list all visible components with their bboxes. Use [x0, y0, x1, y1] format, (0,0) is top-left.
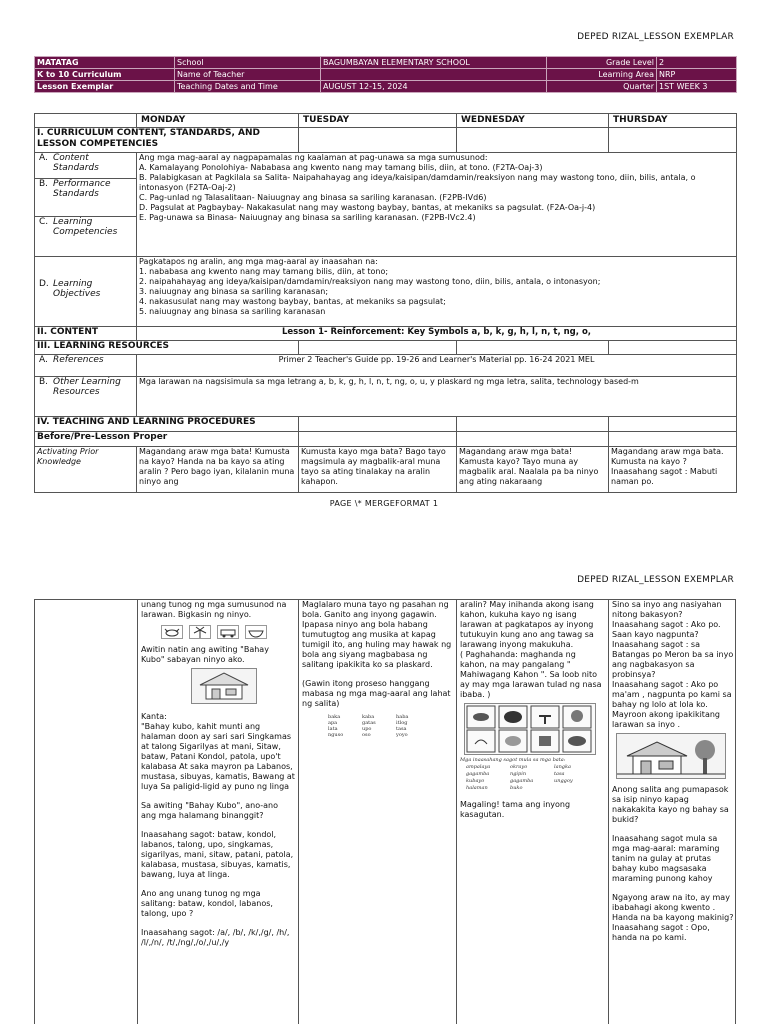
answer-word: kubayo	[466, 778, 485, 784]
monday-answer-2: Inaasahang sagot: /a/, /b/, /k/,/g/, /h/, /l/,/n/, /t/,/ng/,/o/,/u/,/y	[141, 928, 290, 947]
monday-text-2: Awitin natin ang awiting "Bahay Kubo" sabayan ninyo ako.	[141, 645, 269, 664]
other-resources-text: Mga larawan na nagsisimula sa mga letrang a, b, k, g, h, l, n, t, ng, o, u, y plaskard ng mga letra, salita, technology based-m	[137, 377, 737, 417]
quarter-value: 1ST WEEK 3	[657, 81, 737, 93]
answer-word: tasa	[554, 771, 565, 777]
activating-monday: Magandang araw mga bata! Kumusta na kayo? Handa na ba kayo sa ating aralin ? Pero bago iyan, kilalanin muna ninyo ang	[137, 447, 299, 493]
wednesday-text-2: Magaling! tama ang inyong kasagutan.	[460, 800, 571, 819]
area-value: NRP	[657, 69, 737, 81]
answer-word: okrayo	[510, 764, 528, 770]
flashcard-word: gatas	[362, 720, 376, 726]
content-standards-label: A. Content Standards	[35, 153, 137, 179]
page2-wednesday-column	[456, 600, 608, 1024]
thursday-text-4: Ngayong araw na ito, ay may ibabahagi akong kwento . Handa na ba kayong makinig? Inaasahang sagot : Opo, handa na po kami.	[612, 893, 734, 942]
lesson-table	[34, 113, 737, 493]
monday-picture-row	[161, 625, 295, 639]
objectives-text: Pagkatapos ng aralin, ang mga mag-aaral ay inaasahan na: 1. nababasa ang kwento nang may tamang bilis, diin, at tono; 2. naipahahayag ang ideya/kaisipan/damdamin/reaksiyon nang may wastong tono, diin, bilis, antala, o intonasyon; 3. naiuugnay ang binasa sa sariling karanasan; 4. nakasusulat nang may wastong baybay, bantas, at mekaniks sa pagsulat; 5. naiuugnay ang binasa sa sariling karanasan	[137, 257, 737, 327]
page-footer: PAGE \* MERGEFORMAT 1	[329, 499, 439, 508]
monday-question-2: Ano ang unang tunog ng mga salitang: bataw, kondol, labanos, talong, upo ?	[141, 889, 273, 918]
car-icon	[217, 625, 239, 639]
answer-word: ngipin	[510, 771, 527, 777]
answers-caption: Mga inaasahang sagot mula sa mga bata:	[460, 757, 566, 763]
page2-tuesday-column	[298, 600, 456, 1024]
page2-thursday-column	[608, 600, 737, 1024]
dates-value: AUGUST 12-15, 2024	[321, 81, 547, 93]
competencies-label: C. Learning Competencies	[35, 217, 137, 257]
flashcard-word: upo	[362, 726, 372, 732]
brand-line-2: K to 10 Curriculum	[35, 69, 175, 81]
corner-cell	[35, 114, 137, 128]
flashcard-word: lata	[328, 726, 338, 732]
activating-wednesday: Magandang araw mga bata! Kamusta kayo? Tayo muna ay magbalik aral. Naalala pa ba ninyo ang ating nakaraang	[457, 447, 609, 493]
house-icon	[192, 669, 256, 703]
teacher-value	[321, 69, 547, 81]
farmhouse-icon	[617, 734, 725, 778]
thursday-text-3: Inaasahang sagot mula sa mga mag-aaral: maraming tanim na gulay at prutas bahay kubo magsasaka maraming punong kahoy	[612, 834, 720, 883]
mahiwagang-kahon-pictures	[464, 703, 596, 755]
content-section-title: II. CONTENT	[35, 327, 137, 341]
answer-word: gagamba	[466, 771, 490, 777]
brand-line-3: Lesson Exemplar	[35, 81, 175, 93]
monday-question-1: Sa awiting "Bahay Kubo", ano-ano ang mga halamang binanggit?	[141, 801, 278, 820]
answer-word: ampalaya	[466, 764, 491, 770]
tree-icon	[189, 625, 211, 639]
references-text: Primer 2 Teacher's Guide pp. 19-26 and Learner's Material pp. 16-24 2021 MEL	[137, 355, 737, 377]
procedures-section-title: IV. TEACHING AND LEARNING PROCEDURES	[35, 417, 299, 432]
crab-icon	[161, 625, 183, 639]
objectives-label: D. Learning Objectives	[35, 257, 137, 327]
info-header-table	[34, 56, 737, 93]
tuesday-word-grid	[328, 714, 453, 738]
flashcard-word: yoyo	[396, 732, 408, 738]
wednesday-text-1: aralin? May inihanda akong isang kahon, kukuha kayo ng isang larawan at pagkatapos ay inyong tutukuyin kung ano ang tawag sa larawang inyong makukuha. ( Paghahanda: maghanda ng kahon, na may pangalang " Mahiwagang Kahon ". Sa loob nito ay may mga larawan tulad ng nasa ibaba. )	[460, 600, 602, 699]
day-monday: MONDAY	[137, 114, 299, 128]
document-header-title-2: DEPED RIZAL_LESSON EXEMPLAR	[577, 575, 734, 585]
flashcard-word: nguso	[328, 732, 344, 738]
activating-label: Activating Prior Knowledge	[35, 447, 137, 493]
tuesday-text-2: (Gawin itong proseso hanggang mabasa ng mga mag-aaral ang lahat ng salita)	[302, 679, 451, 708]
curriculum-section-title: I. CURRICULUM CONTENT, STANDARDS, AND LESSON COMPETENCIES	[35, 128, 299, 153]
flashcard-word: kaba	[362, 714, 375, 720]
flashcard-word: tasa	[396, 726, 407, 732]
day-tuesday: TUESDAY	[299, 114, 457, 128]
answer-word: unggoy	[554, 778, 573, 784]
performance-standards-label: B. Performance Standards	[35, 179, 137, 217]
answer-word: halaman	[466, 785, 488, 791]
resources-section-title: III. LEARNING RESOURCES	[35, 341, 299, 355]
activating-thursday: Magandang araw mga bata. Kumusta na kayo ? Inaasahang sagot : Mabuti naman po.	[609, 447, 737, 493]
flashcard-word: oso	[362, 732, 371, 738]
monday-song-lyrics: Kanta: "Bahay kubo, kahit munti ang halaman doon ay sari sari Singkamas at talong Sigarilyas at mani, Sitaw, bataw, Patani Kondol, patola, upo't kalabasa At saka mayron pa Labanos, mustasa, sibuyas, kamatis, Bawang at luya Sa paligid-ligid ay puno ng linga	[141, 712, 295, 791]
grade-label: Grade Level	[547, 57, 657, 69]
thursday-text-1: Sino sa inyo ang nasiyahan nitong bakasyon? Inaasahang sagot : Ako po. Saan kayo nagpunta? Inaasahang sagot : sa Batangas po Meron ba sa inyo ang nagbakasyon sa probinsya? Inaasahang sagot : Ako po ma'am , nagpunta po kami sa bahay ng lolo at lola ko. Mayroon akong ipakikitang larawan sa inyo .	[612, 600, 734, 729]
content-text: Lesson 1- Reinforcement: Key Symbols a, b, k, g, h, l, n, t, ng, o,	[137, 327, 737, 341]
document-header-title: DEPED RIZAL_LESSON EXEMPLAR	[577, 32, 734, 42]
area-label: Learning Area	[547, 69, 657, 81]
dates-label: Teaching Dates and Time	[175, 81, 321, 93]
teacher-label: Name of Teacher	[175, 69, 321, 81]
activating-tuesday: Kumusta kayo mga bata? Bago tayo magsimula ay magbalik-aral muna tayo sa ating tinalakay na aralin kahapon.	[299, 447, 457, 493]
answer-word: buko	[510, 785, 523, 791]
before-lesson-title: Before/Pre-Lesson Proper	[35, 432, 299, 447]
quarter-label: Quarter	[547, 81, 657, 93]
tuesday-text-1: Maglalaro muna tayo ng pasahan ng bola. Ganito ang inyong gagawin. Ipapasa ninyo ang bola habang tumutugtog ang musika at kapag tumigil ito, ang huling may hawak ng bola ang siyang magbabasa ng salitang ipakikita ko sa plaskard.	[302, 600, 452, 669]
monday-answer-1: Inaasahang sagot: bataw, kondol, labanos, talong, upo, singkamas, sigarilyas, mani, sitaw, patani, patola, kalabasa, mustasa, sibuyas, kamatis, bawang, luya at linga.	[141, 830, 294, 879]
picture-grid-icon	[465, 704, 595, 754]
flashcard-word: itlog	[396, 720, 408, 726]
bowl-icon	[245, 625, 267, 639]
other-resources-label: B. Other Learning Resources	[35, 377, 137, 417]
flashcard-word: apa	[328, 720, 338, 726]
flashcard-word: haba	[396, 714, 409, 720]
references-label: A. References	[35, 355, 137, 377]
wednesday-answers-grid	[466, 764, 605, 792]
thursday-text-2: Anong salita ang pumapasok sa isip ninyo kapag nakakakita kayo ng bahay sa bukid?	[612, 785, 729, 824]
school-value: BAGUMBAYAN ELEMENTARY SCHOOL	[321, 57, 547, 69]
day-wednesday: WEDNESDAY	[457, 114, 609, 128]
page2-monday-column	[137, 600, 298, 1024]
brand-line-1: MATATAG	[35, 57, 175, 69]
bahay-kubo-image	[191, 668, 257, 704]
farm-house-image	[616, 733, 726, 779]
answer-word: langka	[554, 764, 572, 770]
standards-text: Ang mga mag-aaral ay nagpapamalas ng kaalaman at pag-unawa sa mga sumusunod: A. Kamalayang Ponolohiya- Nababasa ang kwento nang may tamang bilis, diin, at tono. (F2TA-Oaj-3) B. Palabigkasan at Pagkilala sa Salita- Naipahahayag ang ideya/kaisipan/damdamin/reaksiyon nang may wastong tono, diin, bilis, antala, o intonasyon (F2TA-Oaj-2) C. Pag-unlad ng Talasalitaan- Naiuugnay ang binasa sa sariling karanasan. (F2PB-IVd6) D. Pagsulat at Pagbaybay- Nakakasulat nang may wastong baybay, bantas, at mekaniks sa pagsulat. (F2A-Oa-j-4) E. Pag-unawa sa Binasa- Naiuugnay ang binasa sa sariling karanasan. (F2PB-IVc2.4)	[137, 153, 737, 257]
page2-table	[34, 599, 736, 1024]
grade-value: 2	[657, 57, 737, 69]
school-label: School	[175, 57, 321, 69]
flashcard-word: baka	[328, 714, 341, 720]
monday-text-1: unang tunog ng mga sumusunod na larawan. Bigkasin ng ninyo.	[141, 600, 287, 619]
day-thursday: THURSDAY	[609, 114, 737, 128]
answer-word: gagamba	[510, 778, 534, 784]
